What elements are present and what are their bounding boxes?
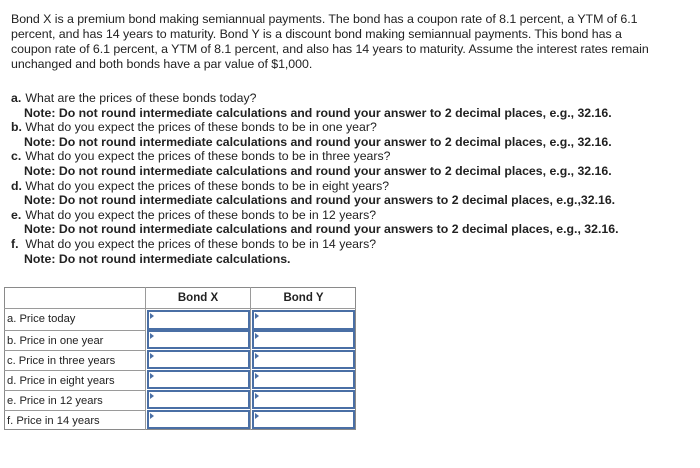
bond-y-price-14-years-input[interactable]	[260, 412, 351, 427]
row-label-price-14-years: f. Price in 14 years	[4, 410, 145, 430]
input-marker-icon	[255, 373, 259, 379]
bond-y-price-one-year-input[interactable]	[260, 332, 351, 347]
row-label-price-one-year: b. Price in one year	[4, 330, 145, 350]
header-bond-y: Bond Y	[283, 292, 324, 304]
row-label-price-eight-years: d. Price in eight years	[4, 370, 145, 390]
question-text: What are the prices of these bonds today?	[25, 91, 257, 105]
problem-line: coupon rate of 6.1 percent, a YTM of 8.1 percent, and also has 14 years to maturity. Assume the interest rates remain	[11, 42, 649, 56]
bond-x-price-one-year-cell	[147, 330, 250, 349]
question-text: What do you expect the prices of these bonds to be in 12 years?	[25, 207, 377, 222]
problem-line: percent, and has 14 years to maturity. Bond Y is a discount bond making semiannual payments. This bond has a	[11, 27, 622, 41]
bond-x-price-today-cell	[147, 310, 250, 330]
question-letter: b.	[11, 120, 22, 135]
input-marker-icon	[150, 333, 154, 339]
question-list	[11, 91, 691, 266]
bond-y-price-12-years-input[interactable]	[260, 392, 351, 407]
input-marker-icon	[255, 413, 259, 419]
row-label-price-three-years: c. Price in three years	[4, 350, 145, 370]
question-letter: f.	[11, 236, 19, 251]
bond-x-price-eight-years-input[interactable]	[155, 372, 246, 387]
question-text: What do you expect the prices of these bonds to be in 14 years?	[25, 236, 377, 251]
question-a	[11, 91, 691, 106]
question-d	[11, 179, 691, 194]
question-letter: a.	[11, 91, 22, 105]
problem-statement	[11, 12, 691, 72]
input-marker-icon	[255, 393, 259, 399]
question-f	[11, 237, 691, 252]
row-label-price-today: a. Price today	[7, 313, 76, 325]
bond-x-price-one-year-input[interactable]	[155, 332, 246, 347]
bond-x-price-today-input[interactable]	[155, 312, 246, 328]
question-d-note: Note: Do not round intermediate calculations and round your answers to 2 decimal places, e.g.,32.16.	[24, 193, 616, 208]
bond-x-price-eight-years-cell	[147, 370, 250, 389]
question-letter: e.	[11, 207, 22, 222]
problem-line: Bond X is a premium bond making semiannual payments. The bond has a coupon rate of 8.1 percent, a YTM of 6.1	[11, 12, 638, 26]
question-text: What do you expect the prices of these bonds to be in eight years?	[25, 178, 390, 193]
bond-y-price-today-cell	[252, 310, 355, 330]
question-b	[11, 120, 691, 135]
bond-y-price-12-years-cell	[252, 390, 355, 409]
question-text: What do you expect the prices of these bonds to be in one year?	[25, 120, 377, 135]
answer-table	[4, 287, 356, 430]
question-text: What do you expect the prices of these bonds to be in three years?	[25, 149, 391, 164]
header-bond-x: Bond X	[177, 292, 219, 304]
question-e	[11, 208, 691, 223]
input-marker-icon	[150, 353, 154, 359]
question-a-note: Note: Do not round intermediate calculations and round your answer to 2 decimal places, e.g., 32.16.	[24, 105, 612, 120]
question-b-note: Note: Do not round intermediate calculations and round your answer to 2 decimal places, e.g., 32.16.	[24, 134, 612, 149]
question-f-note: Note: Do not round intermediate calculations.	[24, 251, 291, 266]
question-letter: c.	[11, 149, 22, 164]
bond-x-price-three-years-cell	[147, 350, 250, 369]
bond-x-price-14-years-cell	[147, 410, 250, 429]
bond-y-price-eight-years-input[interactable]	[260, 372, 351, 387]
bond-y-price-three-years-input[interactable]	[260, 352, 351, 367]
input-marker-icon	[150, 393, 154, 399]
bond-x-price-14-years-input[interactable]	[155, 412, 246, 427]
input-marker-icon	[255, 353, 259, 359]
row-label-price-12-years: e. Price in 12 years	[4, 390, 145, 410]
bond-y-price-three-years-cell	[252, 350, 355, 369]
bond-y-price-today-input[interactable]	[260, 312, 351, 328]
bond-x-price-12-years-input[interactable]	[155, 392, 246, 407]
question-letter: d.	[11, 178, 22, 193]
input-marker-icon	[255, 333, 259, 339]
question-c	[11, 149, 691, 164]
input-marker-icon	[150, 373, 154, 379]
bond-y-price-one-year-cell	[252, 330, 355, 349]
bond-y-price-eight-years-cell	[252, 370, 355, 389]
bond-x-price-three-years-input[interactable]	[155, 352, 246, 367]
bond-y-price-14-years-cell	[252, 410, 355, 429]
problem-line: unchanged and both bonds have a par value of $1,000.	[11, 57, 313, 71]
bond-x-price-12-years-cell	[147, 390, 250, 409]
question-c-note: Note: Do not round intermediate calculations and round your answer to 2 decimal places, e.g., 32.16.	[24, 163, 612, 178]
question-e-note: Note: Do not round intermediate calculations and round your answers to 2 decimal places, e.g., 32.16.	[24, 222, 619, 237]
input-marker-icon	[150, 313, 154, 319]
input-marker-icon	[255, 313, 259, 319]
input-marker-icon	[150, 413, 154, 419]
